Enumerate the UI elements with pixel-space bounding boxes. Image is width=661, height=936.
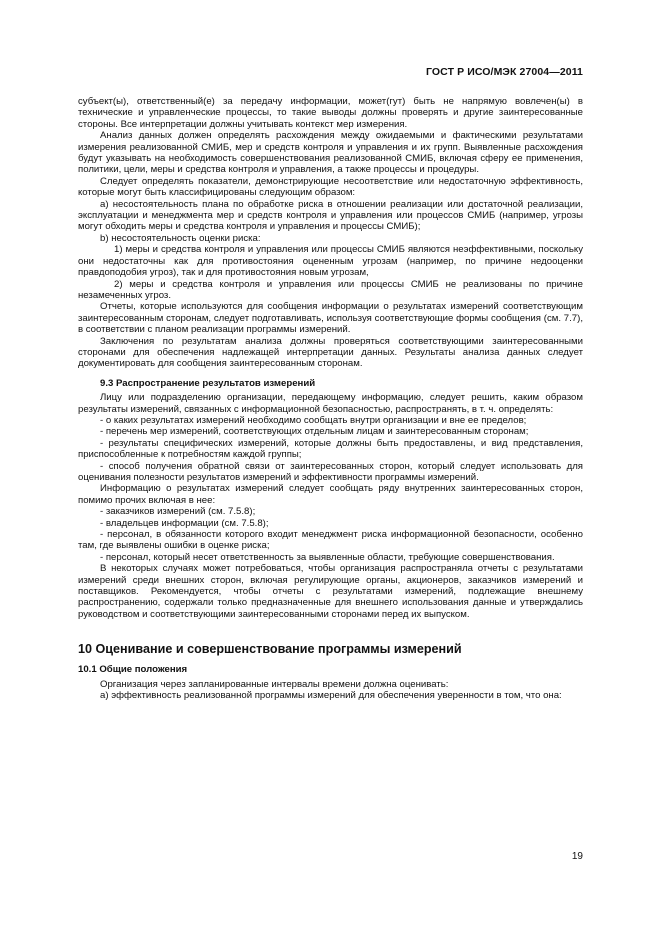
list-item: а) эффективность реализованной программы измерений для обеспечения уверенности в том, что она: bbox=[100, 690, 562, 702]
paragraph: Лицу или подразделению организации, передающему информацию, следует решить, каким образом результаты измерений, связанных с информационной безопасностью, распространять, в т. ч. определять: bbox=[78, 392, 583, 415]
paragraph: Отчеты, которые используются для сообщения информации о результатах измерений соответствующим заинтересованным сторонам, следует подготавливать, используя соответствующие формы сообщения (см. 7.7), в соответствии с планом реализации программы измерений. bbox=[78, 301, 583, 336]
section-heading-9-3: 9.3 Распространение результатов измерений bbox=[100, 377, 316, 389]
list-item: - персонал, который несет ответственность за выявленные области, требующие совершенствования. bbox=[100, 551, 555, 563]
section-heading-10: 10 Оценивание и совершенствование программы измерений bbox=[78, 642, 462, 657]
list-item: - результаты специфических измерений, которые должны быть предоставлены, и вид представления, приспособленные к потребностям каждой группы; bbox=[78, 437, 583, 461]
list-item: b) несостоятельность оценки риска: bbox=[100, 232, 261, 244]
section-heading-10-1: 10.1 Общие положения bbox=[78, 664, 188, 676]
list-item: - способ получения обратной связи от заинтересованных сторон, который следует использовать для оценивания полезности результатов измерений и эффективности программы измерений. bbox=[78, 460, 583, 483]
paragraph: Анализ данных должен определять расхождения между ожидаемыми и фактическими результатами измерения реализованной СМИБ, мер и средств контроля и управления и их групп. Выявленные расхождения будут указывать на необходимость совершенствования реализованной СМИБ, включая сферу ее применения, политики, цели, меры и средства контроля и управления, а также процессы и процедуры. bbox=[78, 130, 583, 176]
paragraph: Информацию о результатах измерений следует сообщать ряду внутренних заинтересованных сторон, помимо прочих включая в нее: bbox=[78, 483, 583, 506]
paragraph: Организация через запланированные интервалы времени должна оценивать: bbox=[100, 678, 449, 690]
document-header: ГОСТ Р ИСО/МЭК 27004—2011 bbox=[425, 66, 583, 78]
list-item: - заказчиков измерений (см. 7.5.8); bbox=[100, 506, 256, 518]
page-number: 19 bbox=[571, 851, 583, 862]
paragraph: Заключения по результатам анализа должны проверяться соответствующими заинтересованными сторонами для обеспечения надлежащей интерпретации данных. Результаты анализа данных следует документировать для сообщения заинтересованным сторонам. bbox=[78, 335, 583, 370]
list-item: - перечень мер измерений, соответствующих отдельным лицам и заинтересованным сторонам; bbox=[100, 426, 529, 438]
list-item: - персонал, в обязанности которого входит менеджмент риска информационной безопасности, особенно там, где выявлены ошибки в оценке риска; bbox=[78, 529, 583, 552]
list-item: 1) меры и средства контроля и управления или процессы СМИБ являются неэффективными, поскольку они недостаточны как для противостояния оцененным угрозам (например, по причине недооценки правдоподобия угроз), так и для противостояния новым угрозам, bbox=[78, 244, 583, 279]
paragraph: В некоторых случаях может потребоваться, чтобы организация распространяла отчеты с результатами измерений среди внешних сторон, включая регулирующие органы, акционеров, заказчиков измерений и поставщиков. Рекомендуется, чтобы отчеты с результатами измерений, подлежащие внешнему распространению, содержали только предназначенные для внешнего использования данные и утверждались руководством и соответствующими заинтересованными сторонами перед их выпуском. bbox=[78, 563, 583, 620]
list-item: - о каких результатах измерений необходимо сообщать внутри организации и вне ее пределов; bbox=[100, 414, 527, 426]
list-item: - владельцев информации (см. 7.5.8); bbox=[100, 517, 269, 529]
list-item: а) несостоятельность плана по обработке риска в отношении реализации или достаточной реализации, эксплуатации и менеджмента мер и средств контроля и управления или процессов СМИБ (например, угрозы могут обходить меры и средства контроля и управления и процессы СМИБ); bbox=[78, 198, 583, 233]
paragraph: субъект(ы), ответственный(е) за передачу информации, может(гут) быть не напрямую вовлечен(ы) в технические и управленческие процессы, то такие выводы должны проверять и другие заинтересованные стороны. Все интерпретации должны учитывать контекст мер измерения. bbox=[78, 96, 583, 130]
paragraph: Следует определять показатели, демонстрирующие несоответствие или недостаточную эффективность, которые могут быть классифицированы следующим образом: bbox=[78, 175, 583, 199]
document-body bbox=[78, 96, 583, 702]
list-item: 2) меры и средства контроля и управления или процессы СМИБ не реализованы по причине незамеченных угроз. bbox=[78, 278, 583, 301]
